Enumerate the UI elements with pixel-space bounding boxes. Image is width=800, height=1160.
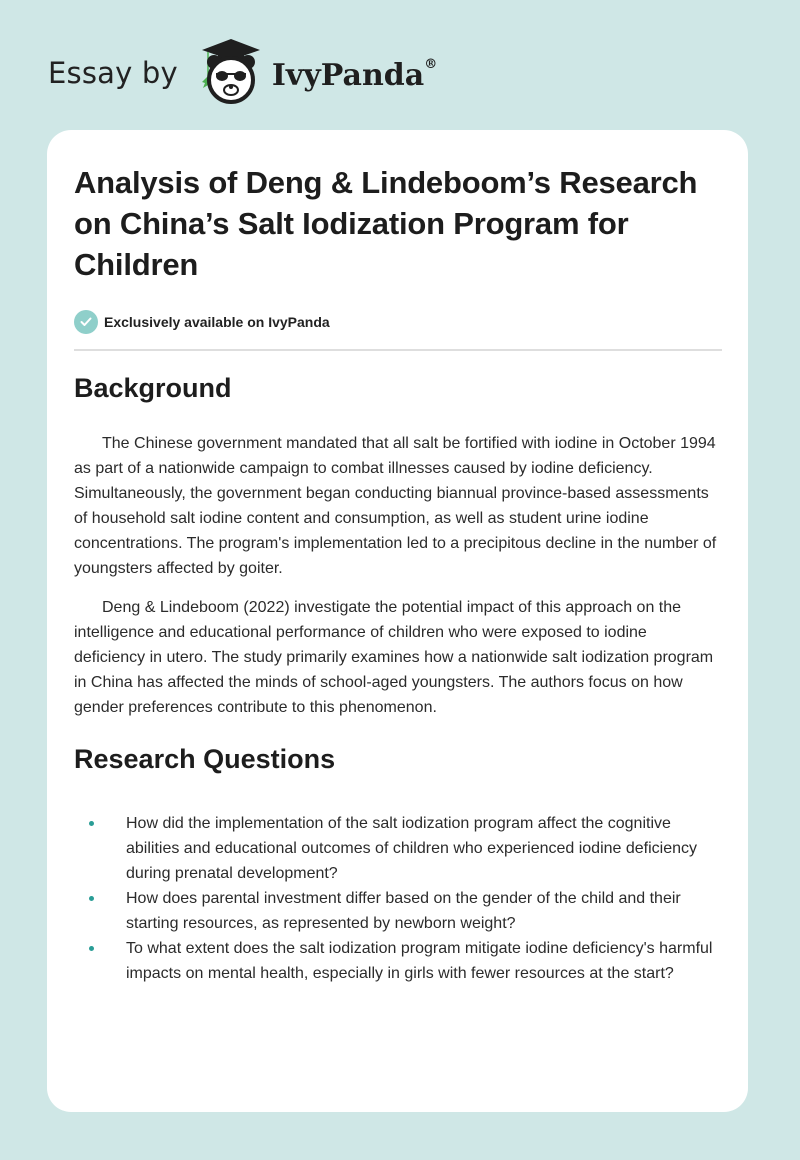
- bullet-icon: [89, 821, 94, 826]
- panda-graduate-icon: [198, 36, 264, 111]
- list-item: How does parental investment differ based on the gender of the child and their starting resources, as represented by newborn weight?: [74, 886, 722, 936]
- essay-title: Analysis of Deng & Lindeboom’s Research on China’s Salt Iodization Program for Children: [74, 165, 698, 282]
- bullet-icon: [89, 896, 94, 901]
- section-heading: Background: [74, 373, 232, 403]
- divider: [74, 349, 722, 351]
- check-circle-icon: [74, 310, 98, 334]
- paragraph: Deng & Lindeboom (2022) investigate the potential impact of this approach on the intelligence and educational performance of children who were exposed to iodine deficiency in utero. The study primarily examines how a nationwide salt iodization program in China has affected the minds of school-aged youngsters. The authors focus on how gender preferences contribute to this phenomenon.: [74, 599, 714, 716]
- exclusive-label: Exclusively available on IvyPanda: [104, 314, 330, 330]
- background-section: [74, 373, 722, 720]
- paragraph: The Chinese government mandated that all salt be fortified with iodine in October 1994 as part of a nationwide campaign to combat illnesses caused by iodine deficiency. Simultaneously, the government began conducting biannual province-based assessments of household salt iodine content and consumption, as well as student urine iodine concentrations. The program's implementation led to a precipitous decline in the number of youngsters affected by goiter.: [74, 435, 717, 577]
- research-questions-section: [74, 744, 722, 986]
- section-heading: Research Questions: [74, 744, 336, 774]
- list-item: To what extent does the salt iodization program mitigate iodine deficiency's harmful impacts on mental health, especially in girls with fewer resources at the start?: [74, 936, 722, 986]
- essay-by-label: Essay by: [48, 56, 178, 90]
- bullet-icon: [89, 946, 94, 951]
- list-item: How did the implementation of the salt iodization program affect the cognitive abilities and educational outcomes of children who experienced iodine deficiency during prenatal development?: [74, 811, 722, 886]
- brand-name: IvyPanda®: [271, 56, 438, 93]
- exclusive-badge: [74, 310, 722, 334]
- ivypanda-logo[interactable]: [198, 36, 437, 111]
- site-header: [48, 36, 437, 110]
- research-questions-list: [74, 811, 722, 986]
- essay-card: [47, 130, 748, 1112]
